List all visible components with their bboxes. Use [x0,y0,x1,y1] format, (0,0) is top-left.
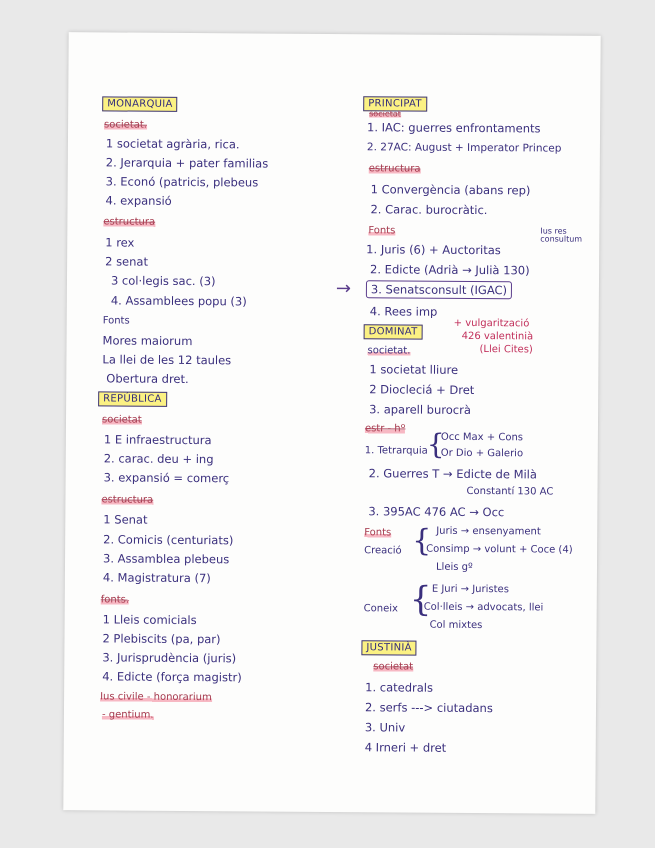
coneix-item: Col mixtes [429,619,483,632]
subheading-societat: societat [369,109,401,119]
list-item: 2. Guerres T → Edicte de Milà [368,466,538,482]
list-item: 4. Assamblees popu (3) [110,293,247,309]
list-item: 3. Econó (patricis, plebeus [105,174,259,190]
list-item: 1 societat lliure [369,362,459,377]
list-item: 2. carac. deu + ing [103,451,214,467]
list-item: 1. IAC: guerres enfrontaments [367,120,541,136]
list-item: 4. Edicte (força magistr) [102,669,242,685]
list-item: 3. Jurisprudència (juris) [102,650,237,666]
list-item-boxed: 3. Senatsconsult (IGAC) [366,284,512,297]
fonts-note: Ius res consultum [540,226,583,244]
coneix-label: Coneix [363,603,399,615]
subheading-fonts: Fonts [364,527,392,539]
tetrarquia-item: Occ Max + Cons [440,431,524,444]
heading-monarquia: MONARQUIA [102,96,178,112]
list-item: 1 Senat [103,512,148,527]
brace-icon: { [409,579,432,620]
subheading-societat: societat [373,661,414,673]
tetrarquia-label: 1. Tetrarquia [364,445,428,457]
subheading-fonts: Fonts [368,225,396,237]
list-item: 4 Irneri + dret [364,740,447,755]
arrow-icon: → [335,278,352,300]
list-item: 3. Univ [364,720,406,735]
list-item: 2. serfs ---> ciutadans [364,700,493,716]
list-item: 2 Plebiscits (pa, par) [102,631,221,647]
list-item: 2 Diocleciá + Dret [369,382,475,397]
list-item: 2. 27AC: August + Imperator Princep [366,141,562,155]
list-item: 1. Juris (6) + Auctoritas [366,242,501,258]
dominat-note: 426 valentinià [461,330,534,343]
list-item: 2. Carac. burocràtic. [370,202,488,218]
subheading-estructura: estructura [368,163,421,175]
notebook-page [63,32,600,814]
fonts-item: Juris → ensenyament [436,525,541,538]
list-item: 2. Edicte (Adrià → Julià 130) [370,262,530,278]
tetrarquia-item: Or Dio + Galerio [440,447,524,460]
coneix-item: E Juri → Juristes [431,583,509,596]
subheading-societat: societat [101,414,142,426]
subheading-fonts: fonts. [100,594,130,606]
list-item: Obertura dret. [106,371,189,386]
right-column [335,34,604,755]
brace-icon: { [426,427,445,461]
list-item: 3. Assamblea plebeus [103,551,230,567]
subheading-estructura: estructura [101,494,154,506]
list-item: Mores maiorum [102,333,193,349]
list-item: Constantí 130 AC [466,485,554,498]
list-item: 1 societat agrària, rica. [105,136,240,152]
list-item: 1. catedrals [365,680,434,695]
subheading-fonts: Fonts [102,315,130,327]
heading-dominat: DOMINAT [364,324,423,339]
dominat-note: + vulgarització [453,317,530,330]
list-item: 2. Comicis (centuriats) [103,532,234,548]
list-item: 3. aparell burocrà [369,402,471,417]
subheading-estructura: estructura [103,216,156,228]
fonts-item: Lleis gº [435,561,473,573]
list-item: 2. Jerarquia + pater familias [105,155,269,171]
list-item: 3. 395AC 476 AC → Occ [368,504,505,520]
list-item: 4. Magistratura (7) [102,570,211,586]
list-item: 4. expansió [105,193,172,208]
heading-republica: REPÚBLICA [98,391,167,406]
list-item: 2 senat [105,254,149,269]
list-item: 1 Lleis comicials [102,612,197,628]
list-item: La llei de les 12 taules [102,352,232,368]
coneix-item: Col·lleis → advocats, llei [423,601,544,614]
list-item: 3. expansió = comerç [103,470,230,486]
ius-line: Ius civile - honorarium [100,691,212,704]
brace-icon: { [412,523,432,559]
list-item: 3 col·legis sac. (3) [110,273,216,289]
left-column [99,32,339,721]
fonts-item: Consimp → volunt + Coce (4) [426,543,573,556]
creacio-label: Creació [364,545,402,557]
list-item: 1 Convergència (abans rep) [370,182,531,198]
heading-principat: PRINCIPAT [363,96,427,111]
list-item: 1 rex [105,235,135,250]
subheading-estructura: estr - hº [364,423,406,435]
subheading-societat: societat. [367,345,411,357]
ius-line: - gentium. [101,709,154,721]
list-item: 4. Rees imp [369,304,438,319]
subheading-societat: societat. [104,119,148,131]
dominat-note: (Llei Cites) [479,344,533,356]
list-item: 1 E infraestructura [103,432,212,448]
heading-justinia: JUSTINIÀ [361,640,416,655]
